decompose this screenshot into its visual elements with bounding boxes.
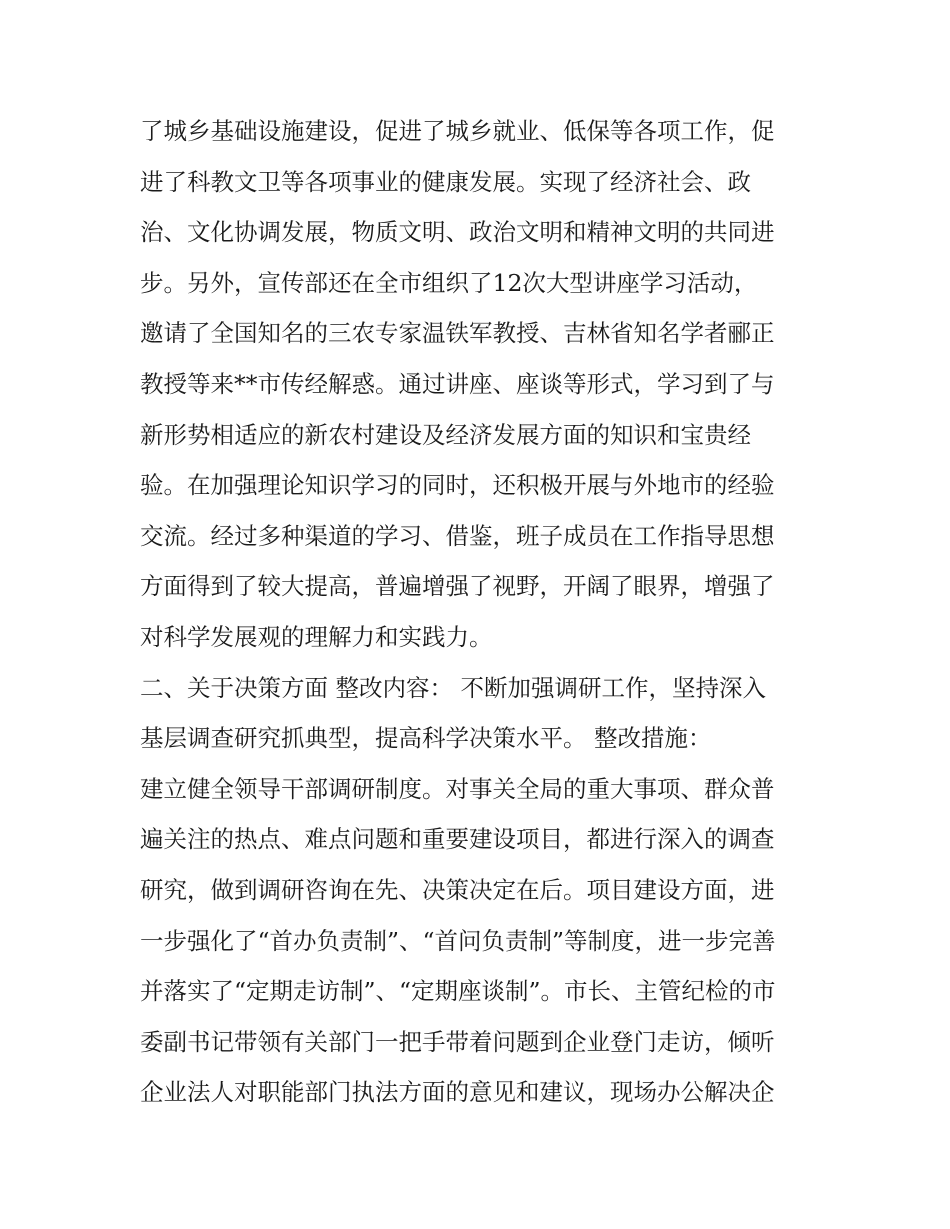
- text-line: 遍关注的热点、难点问题和重要建设项目，都进行深入的调查: [140, 825, 775, 854]
- text-line: 基层调查研究抓典型，提高科学决策水平。 整改措施：: [140, 724, 712, 753]
- text-line: 并落实了“定期走访制”、“定期座谈制”。市长、主管纪检的市: [140, 977, 776, 1006]
- text-line: 教授等来**市传经解惑。通过讲座、座谈等形式，学习到了与: [140, 369, 775, 398]
- text-line: 治、文化协调发展，物质文明、政治文明和精神文明的共同进: [140, 218, 775, 247]
- text-line: 对科学发展观的理解力和实践力。: [140, 622, 493, 651]
- text-line: 企业法人对职能部门执法方面的意见和建议，现场办公解决企: [140, 1078, 775, 1107]
- text-line: 交流。经过多种渠道的学习、借鉴，班子成员在工作指导思想: [140, 521, 775, 550]
- text-line: 新形势相适应的新农村建设及经济发展方面的知识和宝贵经: [140, 420, 751, 449]
- section-heading-line: 二、关于决策方面 整改内容： 不断加强调研工作，坚持深入: [140, 673, 766, 702]
- text-line: 研究，做到调研咨询在先、决策决定在后。项目建设方面，进: [140, 875, 775, 904]
- text-line: 进了科教文卫等各项事业的健康发展。实现了经济社会、政: [140, 167, 751, 196]
- text-line: 步。另外，宣传部还在全市组织了12次大型讲座学习活动，: [140, 268, 758, 297]
- text-line: 验。在加强理论知识学习的同时，还积极开展与外地市的经验: [140, 471, 775, 500]
- text-line: 一步强化了“首办负责制”、“首问负责制”等制度，进一步完善: [140, 926, 776, 955]
- text-line: 了城乡基础设施建设，促进了城乡就业、低保等各项工作，促: [140, 117, 775, 145]
- text-line: 方面得到了较大提高，普遍增强了视野，开阔了眼界，增强了: [140, 572, 775, 601]
- body-text: [140, 106, 830, 1118]
- text-line: 委副书记带领有关部门一把手带着问题到企业登门走访，倾听: [140, 1027, 775, 1056]
- text-line: 建立健全领导干部调研制度。对事关全局的重大事项、群众普: [140, 774, 775, 803]
- text-line: 邀请了全国知名的三农专家温铁军教授、吉林省知名学者郦正: [140, 319, 775, 348]
